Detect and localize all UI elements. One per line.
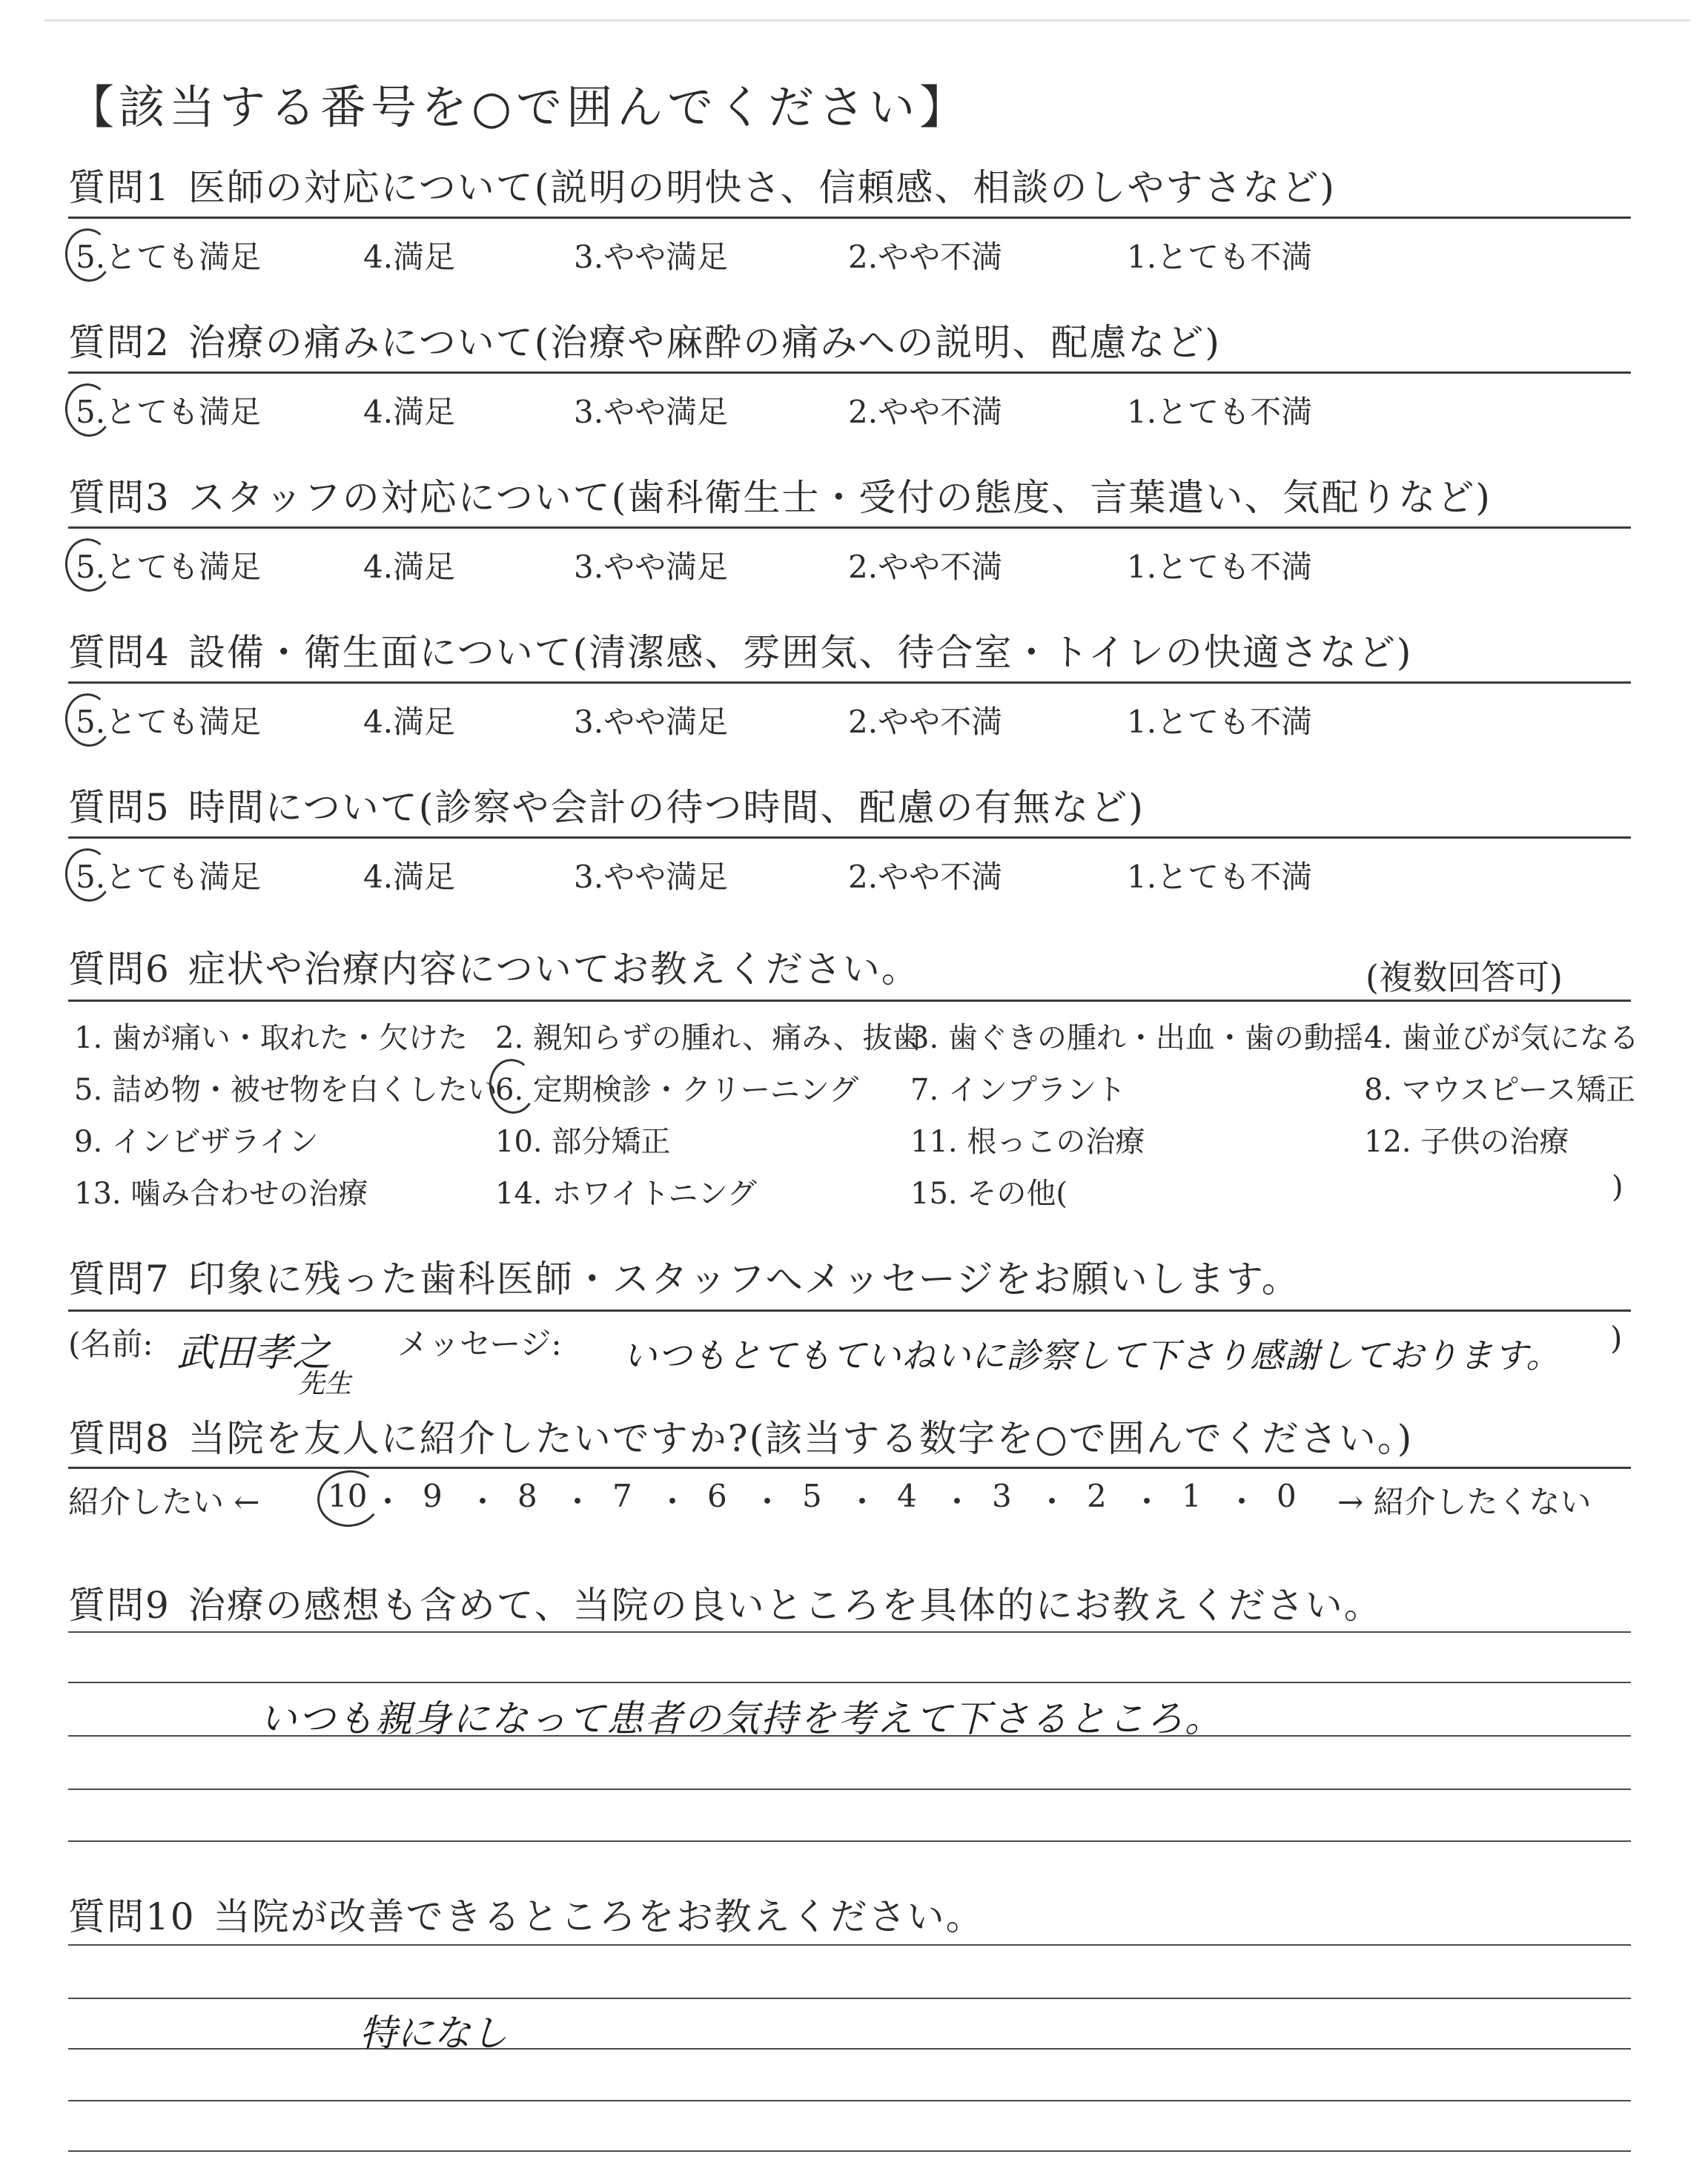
q7-name-value[interactable]: 武田孝之 <box>176 1331 331 1375</box>
q5-option-4[interactable]: 4.満足 <box>363 859 456 895</box>
page-title: 【該当する番号を○で囲んでください】 <box>68 80 970 134</box>
q4-text: 設備・衛生面について(清潔感、雰囲気、待合室・トイレの快適さなど) <box>188 631 1413 674</box>
q3-option-1[interactable]: 1.とても不満 <box>1127 549 1313 585</box>
q10-heading <box>68 1895 1632 1938</box>
q5-option-3[interactable]: 3.やや満足 <box>574 859 729 895</box>
q7-close-paren: ) <box>1610 1320 1623 1356</box>
q8-text: 当院を友人に紹介したいですか?(該当する数字を○で囲んでください。) <box>188 1417 1414 1460</box>
q6-item-4[interactable]: 4. 歯並びが気になる <box>1364 1021 1639 1055</box>
q3-option-4[interactable]: 4.満足 <box>363 549 456 585</box>
q3-heading <box>68 476 1632 519</box>
q4-heading <box>68 631 1632 674</box>
q9-text: 治療の感想も含めて、当院の良いところを具体的にお教えください。 <box>188 1584 1383 1627</box>
q9-answer[interactable]: いつも親身になって患者の気持を考えて下さるところ。 <box>259 1697 1223 1740</box>
q3-option-5[interactable]: 5.とても満足 <box>76 549 262 585</box>
q8-separator: ・ <box>657 1484 689 1520</box>
q2-heading <box>68 321 1632 364</box>
q8-separator: ・ <box>1036 1484 1068 1520</box>
q1-text: 医師の対応について(説明の明快さ、信頼感、相談のしやすさなど) <box>188 166 1336 209</box>
q7-name-label: (名前: <box>68 1326 153 1362</box>
q8-separator: ・ <box>752 1484 784 1520</box>
q6-rule <box>68 1000 1631 1002</box>
q7-rule <box>68 1309 1631 1312</box>
q6-note: (複数回答可) <box>1366 957 1563 997</box>
q4-options <box>68 698 1632 742</box>
q5-rule <box>68 836 1631 839</box>
q8-scale-1[interactable]: 1 <box>1182 1478 1202 1514</box>
q5-label: 質問5 <box>68 786 171 829</box>
q4-option-5[interactable]: 5.とても満足 <box>76 704 262 740</box>
q6-label: 質問6 <box>68 948 171 991</box>
q2-option-2[interactable]: 2.やや不満 <box>848 394 1003 430</box>
q1-option-5[interactable]: 5.とても満足 <box>76 239 262 275</box>
q8-scale-3[interactable]: 3 <box>992 1478 1012 1514</box>
q6-item-8[interactable]: 8. マウスピース矯正 <box>1364 1073 1636 1107</box>
q6-item-13[interactable]: 13. 噛み合わせの治療 <box>74 1177 368 1211</box>
q8-scale-10[interactable]: 10 <box>328 1478 368 1514</box>
q1-options <box>68 233 1632 277</box>
q7-name-suffix: 先生 <box>298 1369 352 1399</box>
q10-line-3 <box>68 2048 1631 2050</box>
q6-item-2[interactable]: 2. 親知らずの腫れ、痛み、抜歯 <box>495 1021 922 1055</box>
q3-rule <box>68 526 1631 529</box>
q6-item-14[interactable]: 14. ホワイトニング <box>495 1177 757 1211</box>
q1-option-3[interactable]: 3.やや満足 <box>574 239 729 275</box>
q9-line-4 <box>68 1789 1631 1790</box>
q6-item-15[interactable]: 15. その他( <box>910 1177 1068 1211</box>
q6-item-12[interactable]: 12. 子供の治療 <box>1364 1125 1569 1159</box>
q7-heading <box>68 1258 1632 1301</box>
q1-heading <box>68 166 1632 209</box>
q8-left-label: 紹介したい ← <box>68 1484 260 1520</box>
q9-line-5 <box>68 1840 1631 1842</box>
q4-option-3[interactable]: 3.やや満足 <box>574 704 729 740</box>
q10-line-2 <box>68 1998 1631 1999</box>
q8-separator: ・ <box>1131 1484 1163 1520</box>
q8-scale-8[interactable]: 8 <box>517 1478 537 1514</box>
q5-option-5[interactable]: 5.とても満足 <box>76 859 262 895</box>
q8-scale-5[interactable]: 5 <box>802 1478 822 1514</box>
q6-item-9[interactable]: 9. インビザライン <box>74 1125 319 1159</box>
q2-option-3[interactable]: 3.やや満足 <box>574 394 729 430</box>
q6-item-6[interactable]: 6. 定期検診・クリーニング <box>495 1073 859 1107</box>
q2-option-1[interactable]: 1.とても不満 <box>1127 394 1313 430</box>
q6-item-7[interactable]: 7. インプラント <box>910 1073 1126 1107</box>
q10-line-1 <box>68 1944 1631 1946</box>
q3-label: 質問3 <box>68 476 171 519</box>
q1-rule <box>68 217 1631 219</box>
q6-item-3[interactable]: 3. 歯ぐきの腫れ・出血・歯の動揺 <box>910 1021 1363 1055</box>
q1-label: 質問1 <box>68 166 171 209</box>
q6-item-10[interactable]: 10. 部分矯正 <box>495 1125 671 1159</box>
q9-line-1 <box>68 1631 1631 1633</box>
q7-message-value[interactable]: いつもとてもていねいに診察して下さり感謝しております。 <box>623 1335 1561 1375</box>
q2-option-5[interactable]: 5.とても満足 <box>76 394 262 430</box>
q3-option-2[interactable]: 2.やや不満 <box>848 549 1003 585</box>
q6-item-11[interactable]: 11. 根っこの治療 <box>910 1125 1145 1159</box>
q7-text: 印象に残った歯科医師・スタッフへメッセージをお願いします。 <box>188 1258 1300 1301</box>
q9-heading <box>68 1584 1632 1627</box>
q8-label: 質問8 <box>68 1417 171 1460</box>
q8-scale-0[interactable]: 0 <box>1277 1478 1297 1514</box>
q2-option-4[interactable]: 4.満足 <box>363 394 456 430</box>
top-border <box>44 19 1690 22</box>
q7-message-label: メッセージ: <box>397 1326 562 1362</box>
q1-option-1[interactable]: 1.とても不満 <box>1127 239 1313 275</box>
q4-label: 質問4 <box>68 631 171 674</box>
q1-option-2[interactable]: 2.やや不満 <box>848 239 1003 275</box>
q2-rule <box>68 371 1631 374</box>
q4-option-4[interactable]: 4.満足 <box>363 704 456 740</box>
q8-rule <box>68 1467 1631 1469</box>
q6-item-5[interactable]: 5. 詰め物・被せ物を白くしたい <box>74 1073 497 1107</box>
q5-text: 時間について(診察や会計の待つ時間、配慮の有無など) <box>188 786 1145 829</box>
q6-other-close-paren: ) <box>1612 1170 1623 1204</box>
q8-separator: ・ <box>847 1484 878 1520</box>
q4-rule <box>68 681 1631 684</box>
q3-text: スタッフの対応について(歯科衛生士・受付の態度、言葉遣い、気配りなど) <box>188 476 1492 519</box>
q8-separator: ・ <box>467 1484 499 1520</box>
q2-options <box>68 388 1632 432</box>
q10-line-4 <box>68 2100 1631 2101</box>
q4-option-1[interactable]: 1.とても不満 <box>1127 704 1313 740</box>
q8-scale-7[interactable]: 7 <box>612 1478 632 1514</box>
q8-right-label: → 紹介したくない <box>1337 1484 1592 1520</box>
q6-text: 症状や治療内容についてお教えください。 <box>188 948 920 991</box>
q8-separator: ・ <box>941 1484 973 1520</box>
q3-option-3[interactable]: 3.やや満足 <box>574 549 729 585</box>
q8-scale-9[interactable]: 9 <box>423 1478 443 1514</box>
q5-heading <box>68 786 1632 829</box>
q7-label: 質問7 <box>68 1258 171 1301</box>
q5-option-2[interactable]: 2.やや不満 <box>848 859 1003 895</box>
q8-scale-2[interactable]: 2 <box>1087 1478 1107 1514</box>
q1-option-4[interactable]: 4.満足 <box>363 239 456 275</box>
q8-separator: ・ <box>1226 1484 1258 1520</box>
q9-line-2 <box>68 1682 1631 1683</box>
q2-text: 治療の痛みについて(治療や麻酔の痛みへの説明、配慮など) <box>188 321 1221 364</box>
q8-separator: ・ <box>562 1484 594 1520</box>
q4-option-2[interactable]: 2.やや不満 <box>848 704 1003 740</box>
q10-label: 質問10 <box>68 1895 196 1938</box>
q8-scale-6[interactable]: 6 <box>707 1478 727 1514</box>
q5-option-1[interactable]: 1.とても不満 <box>1127 859 1313 895</box>
q8-separator: ・ <box>372 1484 404 1520</box>
q9-label: 質問9 <box>68 1584 171 1627</box>
q10-answer[interactable]: 特になし <box>360 2012 508 2055</box>
q3-options <box>68 543 1632 587</box>
q8-heading <box>68 1417 1632 1460</box>
q2-label: 質問2 <box>68 321 171 364</box>
q6-item-1[interactable]: 1. 歯が痛い・取れた・欠けた <box>74 1021 468 1055</box>
q5-options <box>68 853 1632 897</box>
q10-line-5 <box>68 2150 1631 2152</box>
q10-text: 当院が改善できるところをお教えください。 <box>213 1895 984 1938</box>
q8-scale-4[interactable]: 4 <box>897 1478 917 1514</box>
